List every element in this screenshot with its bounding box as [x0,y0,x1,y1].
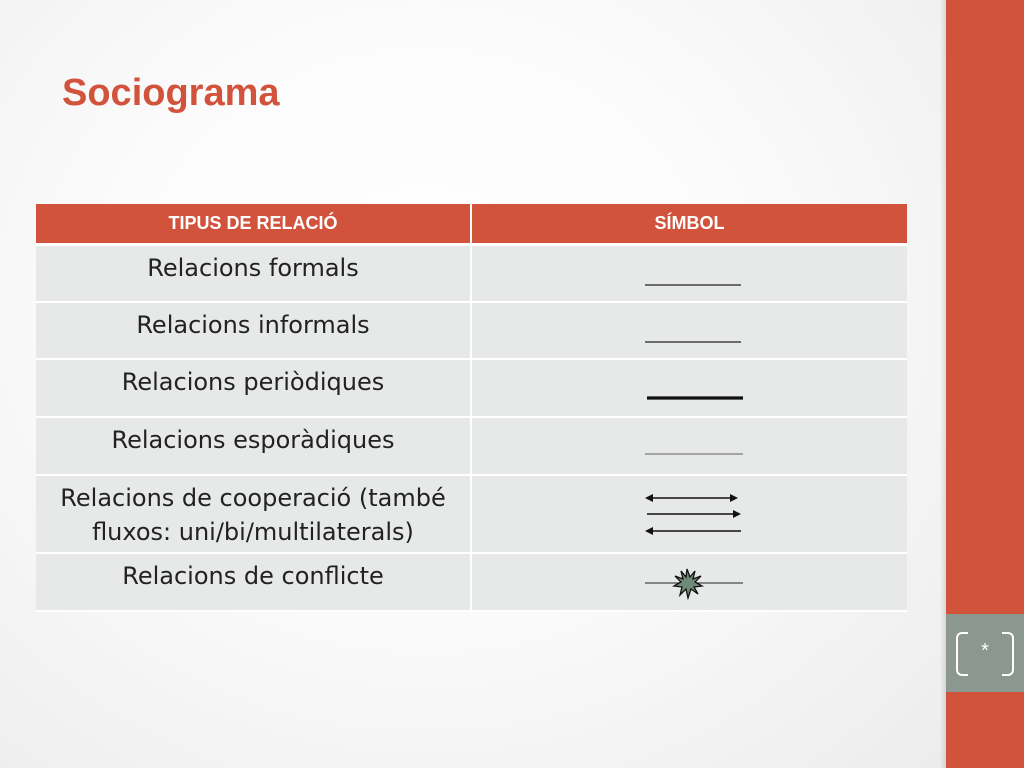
arrows-icon [635,489,745,539]
header-relation-type: TIPUS DE RELACIÓ [36,204,471,245]
thin-line-icon [635,253,745,293]
page-number-tab [946,614,1024,692]
relation-label: Relacions informals [36,302,471,359]
relation-label: Relacions formals [36,245,471,302]
table-row [36,475,907,553]
symbol-cell [471,359,907,417]
table-row [36,245,907,302]
conflict-burst-icon [635,562,745,602]
symbol-cell [471,417,907,475]
table-header-row [36,204,907,245]
header-symbol: SÍMBOL [471,204,907,245]
symbol-cell [471,475,907,553]
table-row [36,417,907,475]
relations-table [36,204,907,612]
thin-line-icon [635,310,745,350]
relation-label: Relacions esporàdiques [36,417,471,475]
table-row [36,553,907,611]
symbol-cell [471,302,907,359]
table-row [36,302,907,359]
relation-label: Relacions de conflicte [36,553,471,611]
relation-label: Relacions de cooperació (també fluxos: uni/bi/multilaterals) [36,475,471,553]
hairline-icon [635,426,745,466]
symbol-cell [471,245,907,302]
table-row [36,359,907,417]
thick-line-icon [635,368,745,408]
relation-label: Relacions periòdiques [36,359,471,417]
slide-title: Sociograma [62,72,280,114]
symbol-cell [471,553,907,611]
page-number: * [981,640,989,662]
